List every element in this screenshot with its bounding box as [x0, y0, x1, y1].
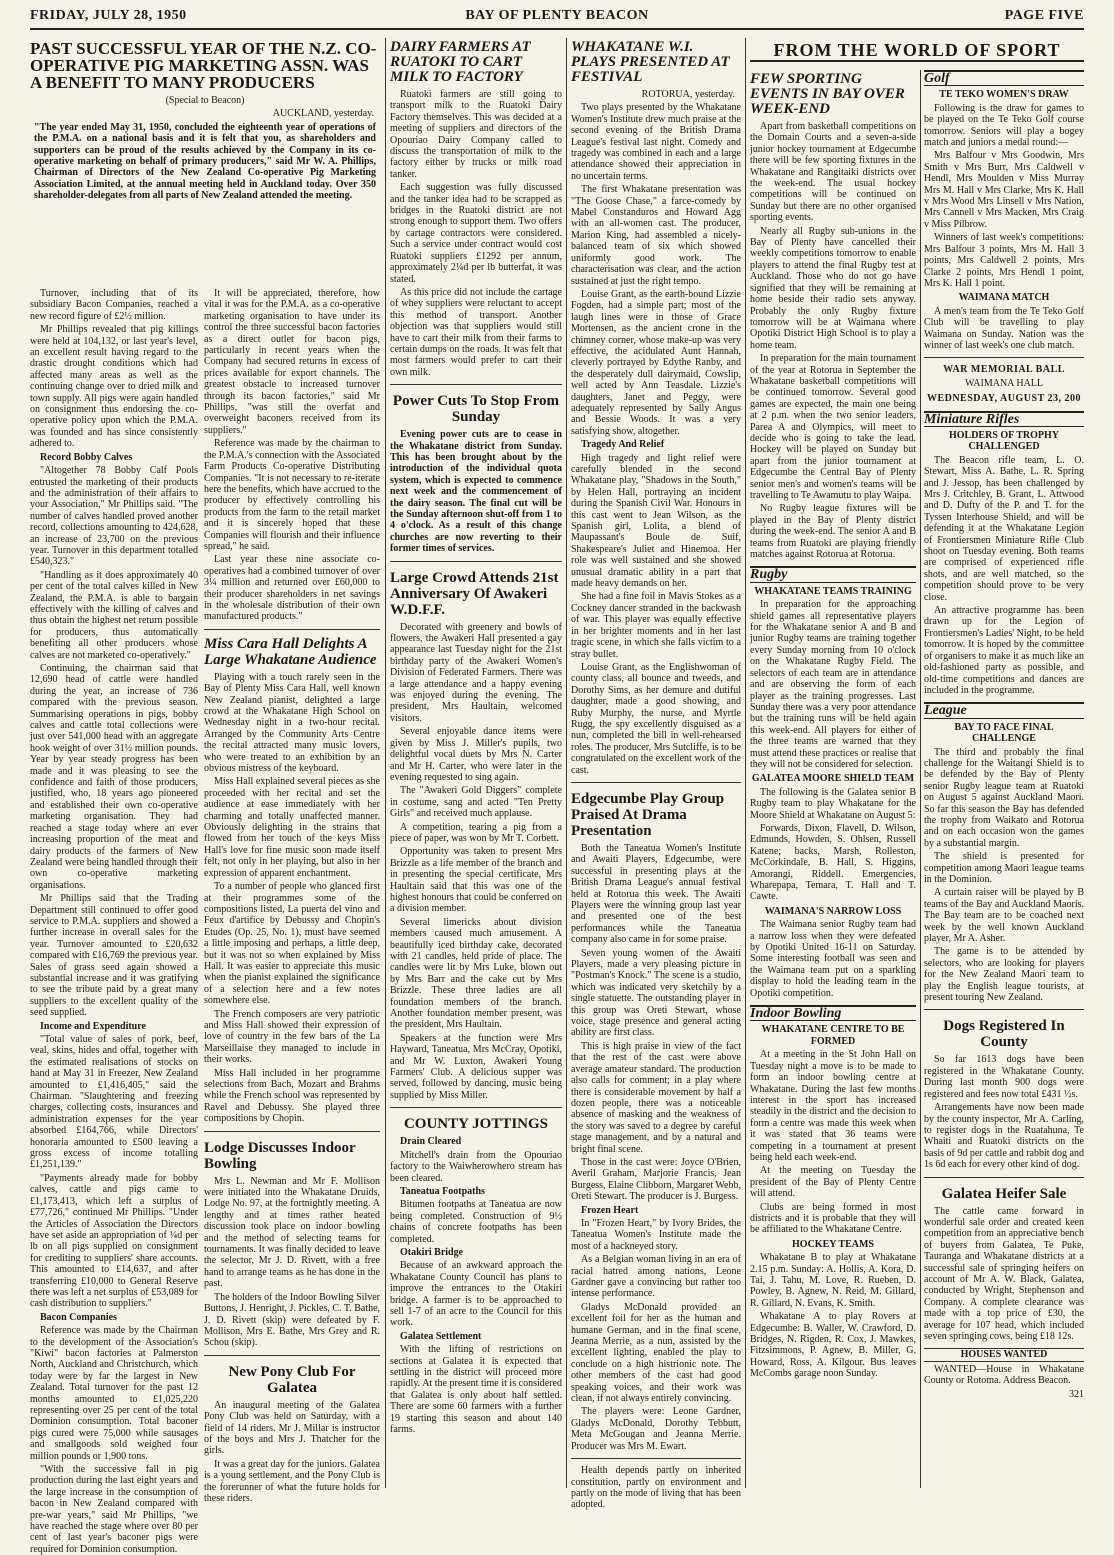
- crosshead: Drain Cleared: [400, 1136, 462, 1148]
- headline-heifer-sale: Galatea Heifer Sale: [941, 1185, 1067, 1202]
- paragraph: Each suggestion was fully discussed and the tanker idea had to be scrapped as bridges in the Ruatoki district are not strong enough to support them. Two offers by cartage contractors were considered. Such a service under contract would cost Ruatoki suppliers £1292 per annum, approximately 2¼d per lb butterfat, it was stated.: [390, 182, 562, 285]
- paragraph: "Payments already made for bobby calves, cattle and pigs came to £1,173,413, which left a surplus of £77,726," continued Mr Phillips. "Under the Articles of Association the Directors have set aside an appropriation of ¼d per lb on all pigs supplied on consignment for crediting to suppliers' share accounts. This amounted to £14,637, and after transferring £10,000 to General Reserve there was left a net surplus of £53,089 for cash distribution to suppliers.": [30, 1172, 198, 1310]
- paragraph: Mrs L. Newman and Mr F. Mollison were initiated into the Whakatane Druids, Lodge No. 97, at the fortnightly meeting. A lengthy and at times rather heated discussion took place on indoor bowling and the method of selecting teams for tournaments. It was finally decided to leave the selector, Mr J. D. Rivett, with a free hand to arrange teams as he has done in the past.: [204, 1175, 380, 1290]
- section-tag-rugby: Rugby: [750, 566, 916, 582]
- dateline: ROTORUA, yesterday.: [641, 89, 735, 100]
- paragraph: The holders of the Indoor Bowling Silver Buttons, J. Henright, J. Pickles, C. T. Bathe, J. D. Rivett (skip) were defeated by F. Mollison, Mrs E. Bathe, Mrs Grey and R. Schou (skip).: [204, 1291, 381, 1349]
- paragraph: The "Awakeri Gold Diggers" complete in costume, sang and acted "Ten Pretty Girls" and received much applause.: [390, 785, 562, 820]
- headline-pig-marketing: PAST SUCCESSFUL YEAR OF THE N.Z. CO-OPERATIVE PIG MARKETING ASSN. WAS A BENEFIT TO MANY PRODUCERS: [30, 39, 377, 92]
- paragraph: In preparation for the main tournament of the year at Rotorua in September the Whakatane basketball competitions will be continued tomorrow. Several good games are expected, the main one being at 2 p.m. when the two senior leaders, Parea A and Olympics, will meet to decide who is going to take the lead. Hockey will be played on Sunday but apart from the junior tournament at Edgecumbe the Central Bay of Plenty senior men's and women's teams will be travelling to Te Awamutu to play Waipa.: [750, 353, 916, 501]
- crosshead: Income and Expenditure: [40, 1020, 146, 1032]
- paragraph: Two plays presented by the Whakatane Women's Institute drew much praise at the second evening of the British Drama League's festival last night. Comedy and tragedy was combined in each and a large attendance showed their appreciation in no uncertain terms.: [571, 102, 741, 182]
- divider: [390, 561, 562, 562]
- paragraph: The first Whakatane presentation was "The Goose Chase," a farce-comedy by Mabel Constanduros and Howard Agg with an all-women cast. The producer, Marion King, had assembled a nicely-balanced team of six which showed uniformly good work. The characterisation was clear, and the action sustained at just the right tempo.: [571, 184, 741, 287]
- crosshead: Bacon Companies: [40, 1311, 117, 1323]
- headline-county-jottings: COUNTY JOTTINGS: [403, 1116, 549, 1133]
- article-left-part: [30, 288, 199, 1555]
- subhead: HOLDERS OF TROPHY CHALLENGED: [948, 429, 1059, 453]
- paragraph: Louise Grant, as the earth-bound Lizzie Fogden, had a simple part; most of the laugh lines were in those of Grace Mortensen, as the ancient crone in the chimney corner, whose make-up was very effective, the acidulated Aunt Hannah, cleverly portrayed by Edythe Ranby, and the desperately dull dairymaid, Cowslip, well acted by Ann Teasdale. Lizzie's daughters, Janet and Peggy, were adequately represented by Sally Angus and Bessie Woods. It was a very satisfying show, altogether.: [571, 288, 741, 437]
- paragraph: The shield is presented for competition among Maori league teams in the Dominion.: [924, 851, 1084, 885]
- paragraph: Several limericks about division members caused much amusement. A beautifully iced birthday cake, decorated with 21 candles, held pride of place. The candles were lit by Mrs Luke, blown out by Mrs Barr and the cake cut by Mrs Brizzle. These three ladies are all foundation members of the branch. Another foundation member present, was the president, Mrs Haultain.: [390, 916, 562, 1031]
- paragraph: So far 1613 dogs have been registered in the Whakatane County. During last month 900 dogs were registered and fees now total £431 ½s.: [924, 1054, 1084, 1100]
- paragraph: "Handling as it does approximately 40 per cent of the total calves killed in New Zealand, the P.M.A. is able to bargain effectively with the killing of calves and thus obtain the highest net return possible for producers, thus automatically benefiting all other producers whose calves are not marketed co-operatively.": [30, 569, 198, 661]
- newspaper-name: BAY OF PLENTY BEACON: [465, 8, 649, 23]
- paragraph: Speakers at the function were Mrs Hayward, Taneatua, Mrs McCray, Opotiki, and Mr W. Luxton, Awakeri Young Farmers' Club. A delicious supper was served, followed by dancing, music being supplied by Miss Miller.: [390, 1032, 562, 1101]
- paragraph: The players were: Leone Gardner, Gladys McDonald, Dorothy Tebbutt, Meta McGougan and Jeanna Merrie. Producer was Mrs M. Ewart.: [571, 1406, 741, 1452]
- headline-pony-club: New Pony Club For Galatea: [228, 1363, 356, 1396]
- paragraph: "Total value of sales of pork, beef, veal, skins, hides and offal, together with the estimated realisations of stocks on hand at May 31 in Freezer, New Zealand amounted to £1,416,405," said the Chairman. "Slaughtering and freezing charges, collecting costs, insurances and administration expenses for the year absorbed £164,766, while Directors' honoraria amounted to £500 leaving a gross excess of income totalling £1,251,139.": [30, 1034, 198, 1171]
- paragraph: Nearly all Rugby sub-unions in the Bay of Plenty have cancelled their weekly competitions tomorrow to enable players to attend the final Rugby test at Auckland. Those who do not go have signified that they will be remaining at home beside their radio sets anyway. Probably the only Rugby fixture tomorrow will be at Waimana where Opotiki District High School is to play a home team.: [750, 225, 916, 351]
- paragraph: Last year these nine associate co-operatives had a combined turnover of over 3¼ million and returned over £60,000 to their producer shareholders in net savings in the wholesale distribution of their own manufactured products.": [204, 554, 380, 623]
- crosshead: Galatea Settlement: [400, 1330, 482, 1342]
- paragraph: Because of an awkward approach the Whakatane County Council has plans to improve the entrances to the Otakiri bridge. A farmer is to be approached to sell 1-7 of an acre to the Council for this work.: [390, 1260, 562, 1329]
- paragraph: Apart from basketball competitions on the Domain Courts and a seven-a-side junior hockey tournament at Edgecumbe there will be few sporting fixtures in the Whakatane and Rangitaiki districts over the week-end. The usual hockey competitions will be continued on Sunday but there are no other organised sporting events.: [750, 121, 916, 224]
- subhead: WAIMANA MATCH: [958, 292, 1050, 304]
- headline-wi-plays: WHAKATANE W.I. PLAYS PRESENTED AT FESTIVAL: [571, 39, 730, 85]
- paragraph: To a number of people who glanced first at their programmes some of the compositions listed, La puerta del vino and Feux d'artifice by Debussy and Chopin's Etudes (Op. 25, No. 1), must have seemed a little imposing and perhaps, a little deep, but it was not so when explained by Miss Hall. It was easier to appreciate this music when the pianist explained the significance of a selection here and a few notes somewhere else.: [204, 881, 380, 1007]
- crosshead: Frozen Heart: [581, 1204, 639, 1216]
- paragraph: An inaugural meeting of the Galatea Pony Club was held on Saturday, with a field of 14 riders. Mr J. Millar is instructor of the boys and Mrs J. Thatcher for the girls.: [204, 1399, 380, 1457]
- paragraph: Whakatane A to play Rovers at Edgecumbe: B. Waller, W. Crawford, D. Bridges, N. Rigden, R. Cox, J. Mawkes, Fitzsimmons, P. Agnew, B. Miller, G. Howard, Ross, A. Kilgour. Bus leaves McCombs garage noon Sunday.: [750, 1311, 916, 1380]
- column-pig-marketing: [30, 38, 381, 1555]
- subhead: GALATEA MOORE SHIELD TEAM: [751, 773, 915, 785]
- section-tag-miniature-rifles: Miniature Rifles: [924, 411, 1084, 427]
- paragraph: Arrangements have now been made by the county inspector, Mr A. Carling, to register dogs in the Ruatahuna, Te Whaiti and Ruatoki districts on the basis of 9d per cattle and rabbit dog and 1s 6d each for every other kind of dog.: [924, 1102, 1084, 1171]
- paragraph: Winners of last week's competitions: Mrs Balfour 3 points, Mrs M. Hall 3 points, Mrs Caldwell 2 points, Mrs Clarke 2 points, Mrs Hendl 1 point, Mrs K. Hall 1 point.: [924, 232, 1084, 289]
- crosshead: Record Bobby Calves: [40, 451, 133, 463]
- special-credit: (Special to Beacon): [165, 95, 245, 106]
- paragraph: A competition, tearing a pig from a piece of paper, was won by Mr T. Corbett.: [390, 821, 562, 844]
- paragraph: Seven young women of the Awaiti Players, made a very pleasing picture in "Postman's Knock." The scene is a studio, which was indicated very sketchily by a single statuette. The outstanding player in this group was Oreti Stewart, whose voice, stage presence and general acting ability are first class.: [571, 947, 741, 1039]
- paragraph: This is high praise in view of the fact that the rest of the cast were above average amateur standard. The production also calls for comment; in a play where there is considerable movement by half a dozen people, there was a noticeable absence of masking and the weakness of the story was saved to a degree by careful stage management, and by a natural and bright final scene.: [571, 1040, 741, 1155]
- classified-number: 321: [1069, 1388, 1084, 1400]
- advert-ball-title: WAR MEMORIAL BALL: [943, 364, 1065, 376]
- divider: [924, 357, 1084, 358]
- column-rule: [566, 38, 567, 1488]
- issue-date: FRIDAY, JULY 28, 1950: [30, 8, 187, 23]
- paragraph: An attractive programme has been drawn up for the Legion of Frontiersmen's Ladies' Night, to be held tomorrow. It is hoped by the committee of organisers to make it as much like an old-fashioned party as possible, and old-time competitions and dances are included in the programme.: [924, 605, 1084, 696]
- divider: [924, 1177, 1084, 1178]
- paragraph: As a Belgian woman living in an era of racial hatred among nations, Leone Gardner gave a convincing but rather too intense performance.: [571, 1254, 741, 1300]
- article-right-part: [204, 288, 381, 1504]
- paragraph: In preparation for the approaching shield games all representative players for the Whakatane senior A and B and junior Rugby teams are training together every Sunday morning from 10 o'clock on the Whakatane Rugby Field. The selectors of each team are in attendance and are observing the form of each player as the training progresses. Last Sunday there was a very poor attendance but the training runs will be held again this week-end. All players for either of the three teams are warned that they must attend these practices or realise that they will not be considered for selection.: [750, 599, 916, 770]
- headline-awakeri-anniversary: Large Crowd Attends 21st Anniversary Of Awakeri W.D.F.F.: [390, 569, 559, 618]
- paragraph: Mr Phillips revealed that pig killings were held at 104,132, or last year's level, an excellent result having regard to the drastic drought conditions which had affected many areas as well as the continuing change over to dried milk and town supply. All pigs were again handled on consignment thus endorsing the co-operative policy upon which the P.M.A. was founded and has since consistently adhered to.: [30, 324, 198, 450]
- advert-ball-date: WEDNESDAY, AUGUST 23, 200: [926, 393, 1082, 405]
- paragraph: Forwards, Dixon, Flavell, D. Wilson, Edmunds, Howden, S. Ohlsen, Russell Katene; backs, Marsh, Rolleston, McCorkindale, B. Hall, S. Higgins, Amorangi, Riddell. Emergencies, Wharepapa, Temara, T. Hall and T. Cawte.: [750, 822, 916, 903]
- paragraph: Decorated with greenery and bowls of flowers, the Awakeri Hall presented a gay appearance last Tuesday night for the 21st birthday party of the Awakeri Women's Division of Federated Farmers. There was a large attendance and a happy evening was enjoyed during the evening. The president, Mrs Haultain, welcomed visitors.: [390, 621, 562, 724]
- paragraph: The Beacon rifle team, L. O. Stewart, Miss A. Bathe, L. R. Spring and J. Jessop, has been challenged by Mrs J. Critchley, B. Grant, L. Attwood and D. Dufty of the P. and T. for the Tyssen Interhouse Shield, and will be defending it at the Whakatane Legion of Frontiersmen Miniature Rifle Club shoot on Tuesday evening. Both teams are comprised of experienced rifle shots, and are well matched, so the competition should prove to be very close.: [924, 454, 1084, 603]
- paragraph: Several enjoyable dance items were given by Miss J. Miller's pupils, two delightful vocal duets by Mrs N. Carter and Mr H. Carter, who were later in the evening requested to sing again.: [390, 726, 562, 783]
- headline-cara-hall: Miss Cara Hall Delights A Large Whakatane Audience: [204, 635, 377, 668]
- paragraph: Miss Hall explained several pieces as she proceeded with her recital and set the audience at ease immediately with her charming and totally unaffected manner. Obviously delighting in the strains that flowed from her touch of the keys Miss Hall's love for fine music soon made itself felt, not only in her playing, but also in her expression of apparent enchantment.: [204, 776, 380, 879]
- section-tag-golf: Golf: [924, 70, 1084, 86]
- paragraph: Mrs Balfour v Mrs Goodwin, Mrs Smith v Mrs Burr, Mrs Caldwell v Hendl, Mrs Moulden v Miss Murray Mrs M. Hall v Mrs Clarke, Mrs K. Hall v Mrs Wood Mrs Linsell v Mrs Nation, Mrs Cannell v Mrs Macken, Mrs Craig v Miss Pilbrow.: [924, 150, 1084, 230]
- paragraph: Turnover, including that of its subsidiary Bacon Companies, reached a new record figure of £2½ million.: [30, 288, 198, 322]
- paragraph: She had a fine foil in Mavis Stokes as a Cockney dancer stranded in the backwash of war. This player was equally effective in her brighter moments and in her last tragic scene, in which she falls victim to a stray bullet.: [571, 591, 741, 660]
- subhead: TE TEKO WOMEN'S DRAW: [939, 89, 1069, 101]
- paragraph: High tragedy and light relief were carefully blended in the second Whakatane play, "Shadows in the South," by Helen Hall, portraying an incident during the Spanish Civil War. Honours in this cast went to Jean Wilson, as the Spanish girl, Lolita, a blend of Maupassant's Boule de Suif, Shakespeare's Juliet and Hinemoa. Her role was well sustained and she showed unusual dramatic ability in a part that made heavy demands on her.: [571, 452, 741, 590]
- crosshead: Tragedy And Relief: [581, 439, 665, 451]
- paragraph: Reference was made by the Chairman to the development of the Association's "Kiwi" bacon factories at Palmerston North, Auckland and Christchurch, which today were by far the largest in New Zealand. Total turnover for the past 12 months amounted to £1,025,220 representing over 25 per cent of the total Dominion consumption. Total baconer pigs cured were 75,000 while sausages and smallgoods sold weighed four million pounds or 1,900 tons.: [30, 1325, 198, 1462]
- paragraph: Louise Grant, as the Englishwoman of county class, all bounce and tweeds, and Dorothy Sims, as her demure and dutiful daughter, made a good showing, and Ruby Murphy, the nurse, and Myrtle Rugg, the spy excellently disguised as a nun, completed the bill in well-rehearsed roles. The producer, Mrs Sutcliffe, is to be congratulated on the excellent work of the cast.: [571, 661, 741, 776]
- paragraph: It was a great day for the juniors. Galatea is a young settlement, and the Pony Club is the forerunner of what the future holds for these riders.: [204, 1458, 380, 1504]
- section-tag-league: League: [924, 702, 1084, 718]
- crosshead: Taneatua Footpaths: [400, 1185, 485, 1197]
- paragraph: The game is to be attended by selectors, who are looking for players for the New Zealand Maori team to play the English league tourists, at present touring New Zealand.: [924, 946, 1084, 1004]
- paragraph: A curtain raiser will be played by B teams of the Bay and Auckland Maoris. The Bay team are to be coached next week by the well known Auckland player, Mr A. Asher.: [924, 887, 1084, 945]
- headline-power-cuts: Power Cuts To Stop From Sunday: [392, 393, 560, 426]
- column-dairy-and-county: [390, 38, 562, 1488]
- paragraph: The following is the Galatea senior B Rugby team to play Whakatane for the Moore Shield at Whakatane on August 5:: [750, 786, 916, 821]
- paragraph: Clubs are being formed in most districts and it is probable that they will be affiliated to the Whakatane Centre.: [750, 1201, 916, 1236]
- paragraph: Reference was made by the chairman to the P.M.A.'s connection with the Associated Farm Products Co-operative Distributing Companies. "It is not necessary to re-iterate here the benefits, which have accrued to the producer by effectively controlling his products from the farm to the retail market and it is sincerely hoped that these Companies will flourish and their influence spread," he said.: [204, 438, 380, 552]
- divider: [571, 782, 741, 783]
- paragraph: Gladys McDonald provided an excellent foil for her as the human and humane German, and in the final scene, Jeanna Merrie, as a nun, assisted by the excellent lighting, enabled the play to conclude on a high histrionic note. The other members of the cast had good speaking voices, and their work was clean, if not always entirely convincing.: [571, 1301, 741, 1405]
- classified-ad: WANTED—House in Whakatane County or Rotoma. Address Beacon.: [924, 1363, 1084, 1387]
- paragraph: In "Frozen Heart," by Ivory Brides, the Taneatua Women's Institute made the most of a hackneyed story.: [571, 1217, 741, 1252]
- paragraph: Following is the draw for games to be played on the Te Teko Golf course tomorrow. Seniors will play a bogey match and juniors a medal round:—: [924, 102, 1084, 149]
- paragraph: The third and probably the final challenge for the Waitangi Shield is to be defended by the Bay of Plenty senior Rugby league team at Ruatoki on August 5 against Auckland Maori. So far this season the Bay has defended the trophy from Waikato and Rotorua and on each occasion won the games by a substantial margin.: [924, 746, 1084, 849]
- paragraph: As this price did not include the cartage of whey suppliers were reluctant to accept this method of transport. Another objection was that suppliers would still have to cart their milk from their farms to certain dumps on the roads. It was felt that most farmers would prefer to cart their own milk.: [390, 286, 562, 378]
- paragraph: At a meeting in the St John Hall on Tuesday night a move is to be made to form an indoor bowling centre at Whakatane. During the last few months interest in the sport has increased steadily in the district and the decision to form a centre was made this week when it was stated that 36 teams were competing in a tournament at present being held each week-end.: [750, 1049, 916, 1163]
- masthead: [30, 6, 1084, 30]
- paragraph: Playing with a touch rarely seen in the Bay of Plenty Miss Cara Hall, well known New Zealand pianist, delighted a large crowd at the Whakatane High School on Wednesday night in a two-hour recital. Arranged by the Community Arts Centre the recital attracted many music lovers, who were treated to an exhibition by an obvious mistress of the keyboard.: [204, 671, 380, 775]
- column-sport-left: [750, 70, 916, 1488]
- paragraph: No Rugby league fixtures will be played in the Bay of Plenty district during the week-end. The senior A and B teams from Ruatoki are playing friendly matches against Rotorua at Rotorua.: [750, 503, 916, 561]
- paragraph: Ruatoki farmers are still going to transport milk to the Ruatoki Dairy Factory themselves. This was decided at a meeting of suppliers and directors of the Opouriao Dairy Company called to discuss the transportation of milk to the factory either by trucks or milk road tanker.: [390, 89, 562, 180]
- section-tag-indoor-bowling: Indoor Bowling: [750, 1005, 916, 1021]
- headline-lodge-bowling: Lodge Discusses Indoor Bowling: [204, 1139, 356, 1172]
- divider: [924, 1009, 1084, 1010]
- paragraph: "With the successive fall in pig production during the last eight years and the large increase in the consumption of bacon in New Zealand compared with pre-war years," said Mr Phillips, "we have reached the stage where over 80 per cent of last year's baconer pigs were required for Dominion consumption.: [30, 1464, 198, 1555]
- column-rule: [385, 38, 386, 1488]
- advert-ball-venue: WAIMANA HALL: [964, 377, 1044, 389]
- paragraph: "Altogether 78 Bobby Calf Pools entrusted the marketing of their products and the administration of their affairs to your Association," Mr Phillips said. "The number of calves handled proved another record, collections amounting to 424,628, an increase of 23,700 on the previous year. Turnover in this department totalled £540,323.": [30, 465, 198, 568]
- paragraph: Miss Hall included in her programme selections from Bach, Mozart and Brahms while the French school was represented by Ravel and Debussy. She played three compositions by Chopin.: [204, 1067, 380, 1125]
- column-sport-right: [924, 70, 1084, 1488]
- subhead: BAY TO FACE FINAL CHALLENGE: [954, 721, 1054, 745]
- subhead: WHAKATANE CENTRE TO BE FORMED: [761, 1024, 905, 1047]
- column-drama-festival: [571, 38, 741, 1511]
- lead-paragraph: "The year ended May 31, 1950, concluded the eighteenth year of operations of the P.M.A. on a national basis and it is felt that you, as shareholders and supporters can be proud of the results achieved by the Company in its co-operative marketing on behalf of primary producers," said Mr W. A. Phillips, Chairman of Directors of the New Zealand Co-operative Pig Marketing Association Limited, at the annual meeting held in Auckland today. Over 350 shareholder-delegates from all parts of New Zealand attended the meeting.: [34, 121, 376, 202]
- paragraph: The French composers are very patriotic and Miss Hall showed their expression of love of country in the few bars of the La Marseillaise they managed to include in their works.: [204, 1008, 380, 1066]
- paragraph: At the meeting on Tuesday the president of the Bay of Plenty Centre will attend.: [750, 1165, 916, 1200]
- headline-few-events: FEW SPORTING EVENTS IN BAY OVER WEEK-END: [750, 71, 905, 117]
- paragraph: Continuing, the chairman said that 12,690 head of cattle were handled during the year, an increase of 736 compared with the previous season. Summarising operations in pigs, bobby calves and cattle total collections were just over 541,000 head with an aggregate hook weight of over 31½ million pounds. Year by year steady progress has been made and it was pleasing to see the confidence and faith of those producers, justified, who, 18 years ago pioneered and established their own co-operative marketing organisation. They had reached a stage today where an ever increasing proportion of the meat and dairy products of the farmers of New Zealand were being handled through their own co-operative marketing organisations.: [30, 663, 198, 891]
- column-rule: [745, 38, 746, 1488]
- divider: [571, 1458, 741, 1459]
- classified-heading: HOUSES WANTED: [924, 1348, 1084, 1361]
- paragraph: It will be appreciated, therefore, how vital it was for the P.M.A. as a co-operative marketing organisation to have under its control the three successful bacon factories as a direct outlet for bacon pigs, particularly in recent years when the Company had secured returns in excess of prices available for export channels. The greatest obstacle to increased turnover through its bacon factories," said Mr Phillips, "was still the overfat and overweight baconers received from its suppliers.": [204, 288, 380, 436]
- sport-section-banner: FROM THE WORLD OF SPORT: [750, 40, 1084, 62]
- paragraph: Whakatane B to play at Whakatane 2.15 p.m. Sunday: A. Hollis, A. Kora, D. Tai, J. Tahu, M. Love, R. Rueben, D. Powley, B. Agnew, N. Reid, M. Gillard, R. Gillard, N. Evans, K. Smith.: [750, 1252, 916, 1309]
- paragraph: Both the Taneatua Women's Institute and Awaiti Players, Edgecumbe, were successful in presenting plays at the British Drama League's annual festival held at Rotorua this week. The Awaiti Players were the winning group last year and presented one of the best performances while the Taneatua company also came in for some praise.: [571, 842, 741, 946]
- paragraph: The Waimana senior Rugby team had a narrow loss when they were defeated by Opotiki United 16-11 on Saturday. Some interesting football was seen and the Waimana team put on a sparkling display to hold the leading team in the Opotiki competition.: [750, 919, 916, 999]
- paragraph: Mitchell's drain from the Opouriao factory to the Waiwherowhero stream has been cleared.: [390, 1149, 562, 1184]
- divider: [204, 1355, 380, 1356]
- sport-banner-area: [750, 38, 1084, 68]
- paragraph: Those in the cast were: Joyce O'Brien, Averil Graham, Marjorie Francis, Jean Burgess, Elaine Clibborn, Margaret Webb, Oreti Stewart. The producer is J. Burgess.: [571, 1156, 741, 1203]
- subhead: WAIMANA'S NARROW LOSS: [764, 905, 902, 917]
- paragraph: With the lifting of restrictions on sections at Galatea it is expected that settling in the district will proceed more rapidly. At the present time it is considered that Galatea is only about half settled. There are some 60 farmers with a further 19 starting this season and about 140 farms.: [390, 1344, 562, 1436]
- column-rule: [920, 70, 921, 1488]
- divider: [204, 629, 380, 630]
- paragraph-bold: Evening power cuts are to cease in the Whakatane district from Sunday. This has been brought about by the introduction of the individual quota system, which is expected to commence next week and the commencement of the dairy season. The final cut will be the Sunday afternoon shut-off from 1 to 4 o'clock. As a result of this change churches are now reverting to their former times of services.: [390, 429, 562, 555]
- dateline: AUCKLAND, yesterday.: [272, 108, 374, 120]
- paragraph: A men's team from the Te Teko Golf Club will be travelling to play Waimana on Sunday. Nation was the winner of last week's one club match.: [924, 305, 1084, 351]
- headline-edgecumbe-play: Edgecumbe Play Group Praised At Drama Presentation: [571, 790, 725, 839]
- page-number: PAGE FIVE: [1004, 8, 1084, 23]
- subhead: WHAKATANE TEAMS TRAINING: [754, 585, 912, 597]
- headline-dairy-farmers: DAIRY FARMERS AT RUATOKI TO CART MILK TO FACTORY: [390, 39, 531, 85]
- paragraph: Bitumen footpaths at Taneatua are now being completed. Construction of 9½ chains of concrete footpaths has been completed.: [390, 1199, 562, 1245]
- crosshead: Otakiri Bridge: [400, 1246, 464, 1258]
- divider: [390, 384, 562, 385]
- paragraph: Opportunity was taken to present Mrs Brizzle as a life member of the branch and in presenting the special certificate, Mrs Haultain said that this was one of the highest honours that could be conferred on a division member.: [390, 846, 562, 915]
- filler-paragraph: Health depends partly on inherited constitution, partly on environment and partly on the mode of living that has been adopted.: [571, 1465, 741, 1511]
- subhead: HOCKEY TEAMS: [792, 1238, 874, 1250]
- headline-dogs-registered: Dogs Registered In County: [943, 1018, 1065, 1051]
- divider: [390, 1107, 562, 1108]
- divider: [204, 1131, 380, 1132]
- paragraph: Mr Phillips said that the Trading Department still continued to offer good service to P.M.A. suppliers and showed a further increase in overall sales for the year. Turnover amounted to £20,632 compared with £16,769 the previous year. Sales of grass seed again showed a substantial increase and it was gratifying to see the tribute paid by a great many suppliers to the excellent quality of the seed supplied.: [30, 893, 199, 1019]
- paragraph: The cattle came forward in wonderful sale order and created keen competition from an appreciative bench of buyers from Galatea, Te Puke, Tauranga and Whakatane districts at a successful sale of springing heifers on account of Mr A. W. Black, Galatea, conducted by Wright, Stephenson and Company. A complete clearance was made with a top price of £30, the average for 107 head, which included seven springing cows, being £18 12s.: [924, 1205, 1084, 1342]
